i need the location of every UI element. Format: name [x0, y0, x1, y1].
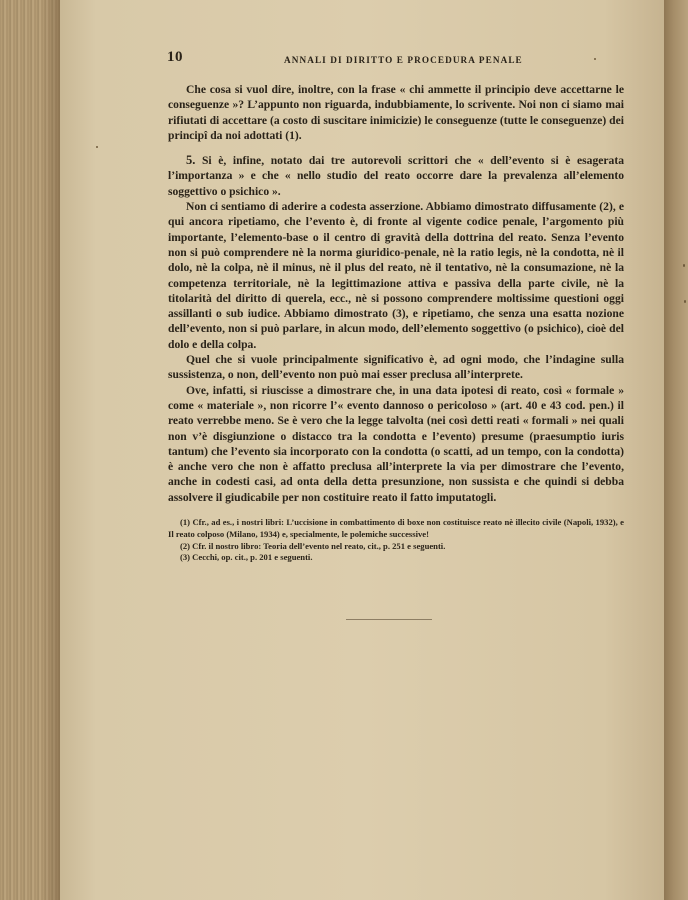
running-head — [104, 46, 624, 68]
closing-rule — [346, 619, 432, 620]
page-number: 10 — [167, 49, 183, 65]
page-content — [104, 46, 624, 564]
running-title: ANNALI DI DIRITTO E PROCEDURA PENALE — [284, 55, 523, 65]
page-right-edge — [664, 0, 688, 900]
paragraph: Ove, infatti, si riuscisse a dimostrare che, in una data ipotesi di reato, così « formale » come « materiale », non ricorre l’« evento dannoso o pericoloso » (art. 40 e 43 cod. pen.) il reato verrebbe meno. Se è vero che la legge talvolta (nei così detti reati « formali » nei quali non v’è disgiunzione o distacco tra la condotta e l’evento) presume (praesumptio iuris tantum) che l’evento sia incorporato con la condotta (o scatti, ad un tempo, con la condotta) è anche vero che non è affatto preclusa all’interprete la via per dimostrare che l’evento, anche in codesti casi, ad onta della detta presunzione, non sussista e che quindi si debba assolvere il giudicabile per non costituire reato il fatto imputatogli. — [168, 383, 624, 504]
paper-speck — [96, 146, 98, 148]
page-edges — [0, 0, 60, 900]
paragraph-text: Si è, infine, notato dai tre autorevoli scrittori che « dell’evento si è esagerata l’importanza » e che « nello studio del reato occorre dare la prevalenza all’elemento soggettivo o psichico ». — [168, 154, 624, 198]
body-text — [168, 82, 624, 505]
footnote: (3) Cecchi, op. cit., p. 201 e seguenti. — [180, 552, 313, 563]
paragraph: Non ci sentiamo di aderire a codesta asserzione. Abbiamo dimostrato diffusamente (2), e qui ancora ripetiamo, che l’evento è, di fronte al vigente codice penale, l’argomento più importante, l’elemento-base o il centro di gravità della dottrina del reato. Senza l’evento non si può comprendere nè la norma giuridico-penale, nè la ratio legis, nè la condotta, nè il dolo, nè la colpa, nè il minus, nè il plus del reato, nè il tentativo, nè la consumazione, nè la competenza territoriale, nè la legittimazione attiva e passiva della parte civile, nè la titolarità del diritto di querela, ecc., nè si possono comprendere moltissime questioni oggi assillanti o sub iudice. Abbiamo dimostrato (3), e ripetiamo, che senza una esatta nozione dell’evento, non si può parlare, in alcun modo, dell’elemento soggettivo (o psichico), cioè del dolo e della colpa. — [168, 200, 624, 351]
footnotes — [168, 517, 624, 564]
section-paragraph — [168, 153, 624, 199]
section-number: 5. — [186, 153, 196, 168]
paragraph: Quel che si vuole principalmente significativo è, ad ogni modo, che l’indagine sulla sussistenza, o non, dell’evento non può mai esser preclusa all’interprete. — [168, 353, 624, 382]
paper-speck — [683, 264, 685, 267]
paragraph: Che cosa si vuol dire, inoltre, con la frase « chi ammette il principio deve accettarne le conseguenze »? L’appunto non riguarda, indubbiamente, lo scrivente. Noi non ci siamo mai rifiutati di accettare (a costo di suscitare inimicizie) le conseguenze (tutte le conseguenze) dei principî da noi adottati (1). — [168, 83, 624, 142]
footnote: (1) Cfr., ad es., i nostri libri: L’uccisione in combattimento di boxe non costituisce reato nè illecito civile (Napoli, 1932), e Il reato colposo (Milano, 1934) e, specialmente, le polemiche successive! — [168, 517, 624, 539]
footnote: (2) Cfr. il nostro libro: Teoria dell’evento nel reato, cit., p. 251 e seguenti. — [180, 540, 446, 551]
paper-speck — [684, 300, 686, 303]
